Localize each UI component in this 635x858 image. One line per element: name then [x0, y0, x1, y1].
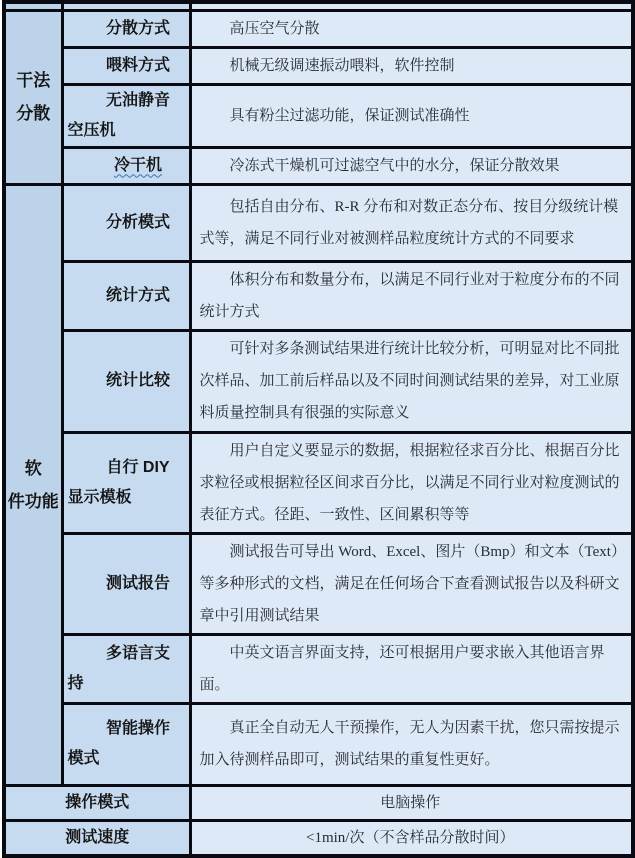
- label-text: 喂料方式: [105, 56, 170, 74]
- label-cell-smart-operation-mode: [62, 703, 190, 785]
- desc-cell-diy-display-template: [190, 432, 633, 533]
- desc-text: <1min/次（不含样品分散时间）: [306, 829, 515, 846]
- desc-cell-cold-dryer: [190, 147, 633, 184]
- label-text: 统计比较: [105, 372, 170, 389]
- label-text: 操作模式: [65, 793, 130, 811]
- partial-category-cell: [4, 2, 62, 10]
- category-text: 分散: [16, 104, 51, 123]
- label-cell-operation-mode: [4, 785, 190, 820]
- label-text: 自行 DIY: [106, 458, 170, 476]
- row-test-report: [4, 533, 633, 634]
- label-text: 统计方式: [105, 286, 170, 304]
- desc-text: 包括自由分布、R-R 分布和对数正态分布、按目分级统计模式等，满足不同行业对被测样品粒度统计方式的不同要求: [199, 198, 619, 247]
- label-text: 分散方式: [105, 19, 170, 37]
- label-text: 冷干机: [113, 156, 162, 174]
- desc-cell-smart-operation-mode: [190, 703, 633, 785]
- partial-label-cell: [62, 2, 190, 10]
- desc-text: 可针对多条测试结果进行统计比较分析，可明显对比不同批次样品、加工前后样品以及不同时间测试结果的差异，对工业原料质量控制具有很强的实际意义: [199, 341, 620, 421]
- category-cell-software-function: [4, 184, 62, 785]
- row-cold-dryer: [4, 147, 633, 184]
- row-statistics-comparison: [4, 330, 633, 432]
- category-cell-dry-dispersion: [4, 10, 62, 184]
- desc-text: 电脑操作: [380, 794, 441, 811]
- label-cell-statistics-comparison: [62, 330, 190, 432]
- desc-text: 高压空气分散: [229, 20, 320, 37]
- row-oil-free-air-compressor: [4, 84, 633, 147]
- label-cell-test-speed: [4, 820, 190, 856]
- label-cell-multi-language-support: [62, 634, 190, 703]
- label-text: 空压机: [67, 121, 116, 139]
- category-text: 件功能: [7, 491, 59, 511]
- desc-text: 测试报告可导出 Word、Excel、图片（Bmp）和文本（Text）等多种形式的文档，满足在任何场合下查看测试报告以及科研文章中引用测试结果: [199, 543, 620, 624]
- label-cell-feeding-method: [62, 47, 190, 84]
- desc-cell-statistics-method: [190, 261, 633, 330]
- row-diy-display-template: [4, 432, 633, 533]
- desc-cell-feeding-method: [190, 47, 633, 84]
- desc-cell-multi-language-support: [190, 634, 633, 703]
- label-text: 持: [67, 674, 84, 692]
- desc-text: 体积分布和数量分布，以满足不同行业对于粒度分布的不同统计方式: [199, 271, 620, 320]
- row-test-speed: [4, 820, 633, 856]
- label-text: 分析模式: [105, 213, 170, 231]
- label-text: 测试报告: [105, 574, 170, 592]
- desc-text: 用户自定义要显示的数据，根据粒径求百分比、根据百分比求粒径或根据粒径区间求百分比，以满足不同行业对粒度测试的表征方式。径距、一致性、区间累积等等: [199, 442, 620, 523]
- partial-desc-cell: [190, 2, 633, 10]
- label-cell-cold-dryer: [62, 147, 190, 184]
- desc-text: 冷冻式干燥机可过滤空气中的水分，保证分散效果: [229, 157, 560, 174]
- label-text: 显示模板: [67, 488, 132, 506]
- row-analysis-mode: [4, 184, 633, 261]
- category-text: 软: [24, 458, 42, 478]
- row-smart-operation-mode: [4, 703, 633, 785]
- label-text: 无油静音: [105, 91, 170, 109]
- desc-cell-statistics-comparison: [190, 330, 633, 432]
- row-operation-mode: [4, 785, 633, 820]
- desc-text: 真正全自动无人干预操作，无人为因素干扰，您只需按提示加入待测样品即可，测试结果的重复性更好。: [199, 720, 620, 768]
- desc-cell-operation-mode: [190, 785, 633, 820]
- label-text: 测试速度: [65, 828, 130, 846]
- desc-text: 中英文语言界面支持，还可根据用户要求嵌入其他语言界面。: [199, 644, 605, 693]
- label-cell-statistics-method: [62, 261, 190, 330]
- label-cell-test-report: [62, 533, 190, 634]
- row-dispersion-method: [4, 10, 633, 47]
- label-cell-dispersion-method: [62, 10, 190, 47]
- desc-text: 具有粉尘过滤功能，保证测试准确性: [229, 107, 470, 124]
- label-cell-oil-free-air-compressor: [62, 84, 190, 147]
- desc-text: 机械无级调速振动喂料，软件控制: [229, 57, 455, 74]
- label-text: 多语言支: [105, 644, 170, 662]
- row-multi-language-support: [4, 634, 633, 703]
- partial-row-top: [4, 2, 633, 10]
- category-text: 干法: [16, 71, 51, 90]
- desc-cell-test-speed: [190, 820, 633, 856]
- label-cell-analysis-mode: [62, 184, 190, 261]
- desc-cell-test-report: [190, 533, 633, 634]
- row-feeding-method: [4, 47, 633, 84]
- desc-cell-oil-free-air-compressor: [190, 84, 633, 147]
- label-text: 智能操作: [105, 720, 170, 737]
- desc-cell-dispersion-method: [190, 10, 633, 47]
- label-cell-diy-display-template: [62, 432, 190, 533]
- spec-table: [2, 0, 635, 858]
- desc-cell-analysis-mode: [190, 184, 633, 261]
- row-statistics-method: [4, 261, 633, 330]
- label-text: 模式: [67, 750, 100, 767]
